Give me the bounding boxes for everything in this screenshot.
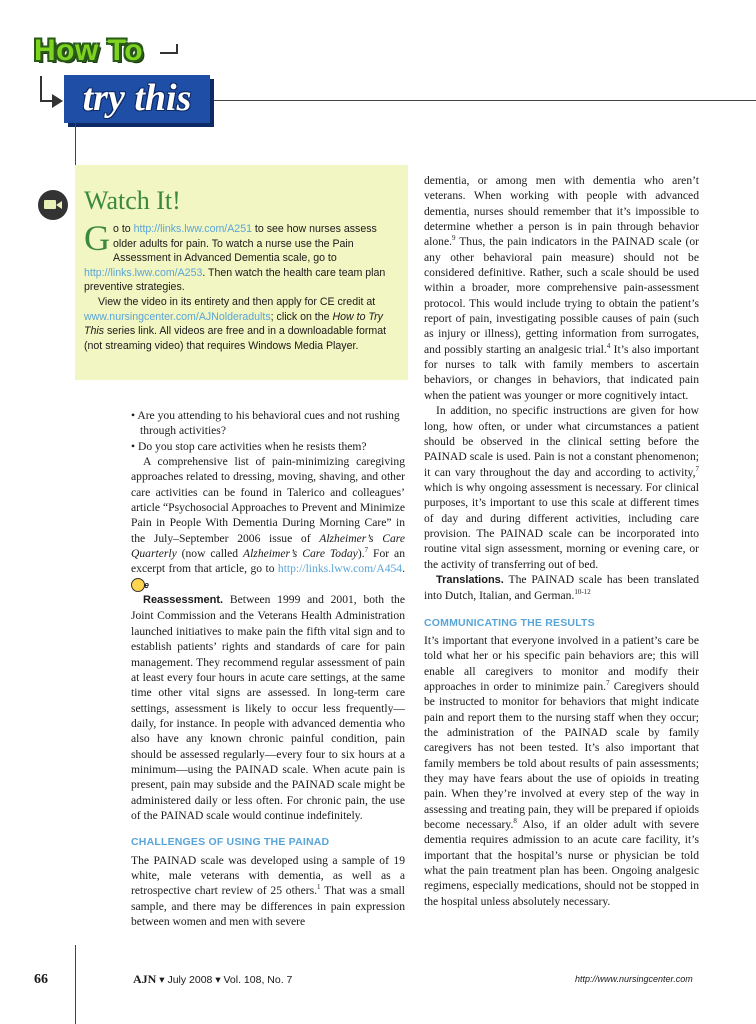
paragraph: dementia, or among men with dementia who aren’t veterans. When working with people with advanced dementia, nurses should remember that it’s impossible to determine whether a person is in pain through behavior alone.$^9$ Thus, the pain indicators in the PAINAD scale (or any other behavioral pain measure) should not be considered definitive. Rather, such a scale should be used within a broader, more comprehensive pain-assessment protocol. This would include trying to obtain the patient’s report of pain, investigating possible causes of pain (such as injury or illness), getting information from surrogates, and possibly starting an analgesic trial.$^4$ It’s also important for nurses to talk with family members to ascertain behaviors, or changes in behaviors, that indicated pain when the patient was younger or more cognitively intact. <box>424 174 700 402</box>
bullet-item: • Are you attending to his behavioral cues and not rushing through activities? <box>131 409 400 438</box>
excerpt-link[interactable]: http://links.lww.com/A454 <box>277 562 403 576</box>
right-column <box>424 173 699 909</box>
sidebar-body: Go to http://links.lww.com/A251 to see how nurses assess older adults for pain. To watch a nurse use the Pain Assessment in Advanced Dementia scale, go to http://links.lww.com/A253. Then watch the health care team plan preventive strategies. View the video in its entirety and then apply for CE credit at www.nursingcenter.com/AJNolderadults; click on the How to Try This series link. All videos are free and in a downloadable format (not streaming video) that requires Windows Media Player. <box>84 218 387 352</box>
how-to-logo-text: How To <box>34 34 144 67</box>
bullet-item: • Do you stop care activities when he resists them? <box>131 439 367 453</box>
paragraph: Reassessment. Between 1999 and 2001, both the Joint Commission and the Veterans Health Administration launched initiatives to make pain the fifth vital sign and to establish patients’ rights and standards of care for pain management. They recommend regular assessment of pain at least every four hours in acute care settings, at the same time other vital signs are assessed. In long-term care settings, assessment is likely to occur less frequently—daily, for instance. In people with advanced dementia who also have any known chronic painful condition, pain should be assessed regularly—every four to six hours at a minimum—using the PAINAD scale. When acute pain is present, pain may subside and the PAINAD scale might be administered daily or less often. For chronic pain, the use of the PAINAD scale would continue indefinitely. <box>131 593 405 822</box>
section-heading: COMMUNICATING THE RESULTS <box>424 616 595 629</box>
header-rule <box>214 100 756 101</box>
paragraph: A comprehensive list of pain-minimizing caregiving approaches related to dressing, moving, shaving, and other care activities can be found in Talerico and colleagues’ article “Psychosocial Approaches to Prevent and Minimize Pain in People With Dementia During Morning Care” in the July–September 2006 issue of Alzheimer’s Care Quarterly (now called Alzheimer’s Care Today).$^7$ For an excerpt from that article, go to http://links.lww.com/A454. e <box>131 455 405 591</box>
e-content-icon: e <box>131 578 145 592</box>
try-this-logo-text: try this <box>82 77 192 119</box>
paragraph: Translations. The PAINAD scale has been translated into Dutch, Italian, and German.$^{10-12}$ <box>424 572 699 603</box>
header-vertical-rule <box>75 123 76 165</box>
video-link-a251[interactable]: http://links.lww.com/A251 <box>133 223 252 235</box>
sidebar-title: Watch It! <box>84 186 181 215</box>
journal-info: AJN ▾ July 2008 ▾ Vol. 108, No. 7 <box>133 972 293 986</box>
section-heading: CHALLENGES OF USING THE PAINAD <box>131 836 330 849</box>
paragraph: The PAINAD scale was developed using a sample of 19 white, male veterans with dementia, as well as a retrospective chart review of 25 others.$^1$ That was a small sample, and there may be differences in pain expression between women and men with severe <box>131 853 405 928</box>
paragraph: In addition, no specific instructions are given for how long, how often, or under what circumstances a patient should be observed in the clinical setting before the PAINAD scale is used. Pain is not a constant phenomenon; it can vary throughout the day and according to activity,$^7$ which is why ongoing assessment is necessary. For clinical purposes, it’s important to use this scale at different times of day and during different activities, including care provision. The PAINAD scale can be incorporated into routine vital sign assessment, morning or evening care, or the activity of transferring out of bed. <box>424 404 699 571</box>
arrow-right-icon <box>52 94 63 108</box>
video-link-a253[interactable]: http://links.lww.com/A253 <box>84 266 203 279</box>
paragraph: It’s important that everyone involved in a patient’s care be told what her or his specific pain behaviors are; this will enable all caregivers to monitor and modify their approaches in order to minimize pain.$^7$ Caregivers should be instructed to monitor for behaviors that might indicate pain and report them to the nursing staff when they occur; the administration of the PAINAD scale by family caregivers has not been tested. It’s also important that family members be told about results of pain assessments; they may have fears about the use of opioids in treating pain. When they’re involved at every step of the way in assessing and treating pain, they will be prepared if opioids become necessary.$^8$ Also, if an older adult with severe dementia requires admission to an acute care facility, it’s important that the hospital’s nurse or physician be told what the pain treatment plan has been. Ongoing analgesic regimens, especially medications, should not be stopped in the hospital unless absolutely necessary. <box>424 633 700 908</box>
camera-lens-shape <box>56 201 62 209</box>
camera-body-shape <box>44 200 56 209</box>
left-column <box>131 408 405 929</box>
website-url[interactable]: http://www.nursingcenter.com <box>575 974 693 984</box>
logo-bracket-vertical <box>40 76 42 102</box>
drop-cap: G <box>84 218 110 258</box>
logo-connector-tick <box>176 44 178 54</box>
footer-vertical-rule <box>75 945 76 1024</box>
ce-credit-link[interactable]: www.nursingcenter.com/AJNolderadults <box>84 310 271 323</box>
page-number: 66 <box>34 972 48 987</box>
